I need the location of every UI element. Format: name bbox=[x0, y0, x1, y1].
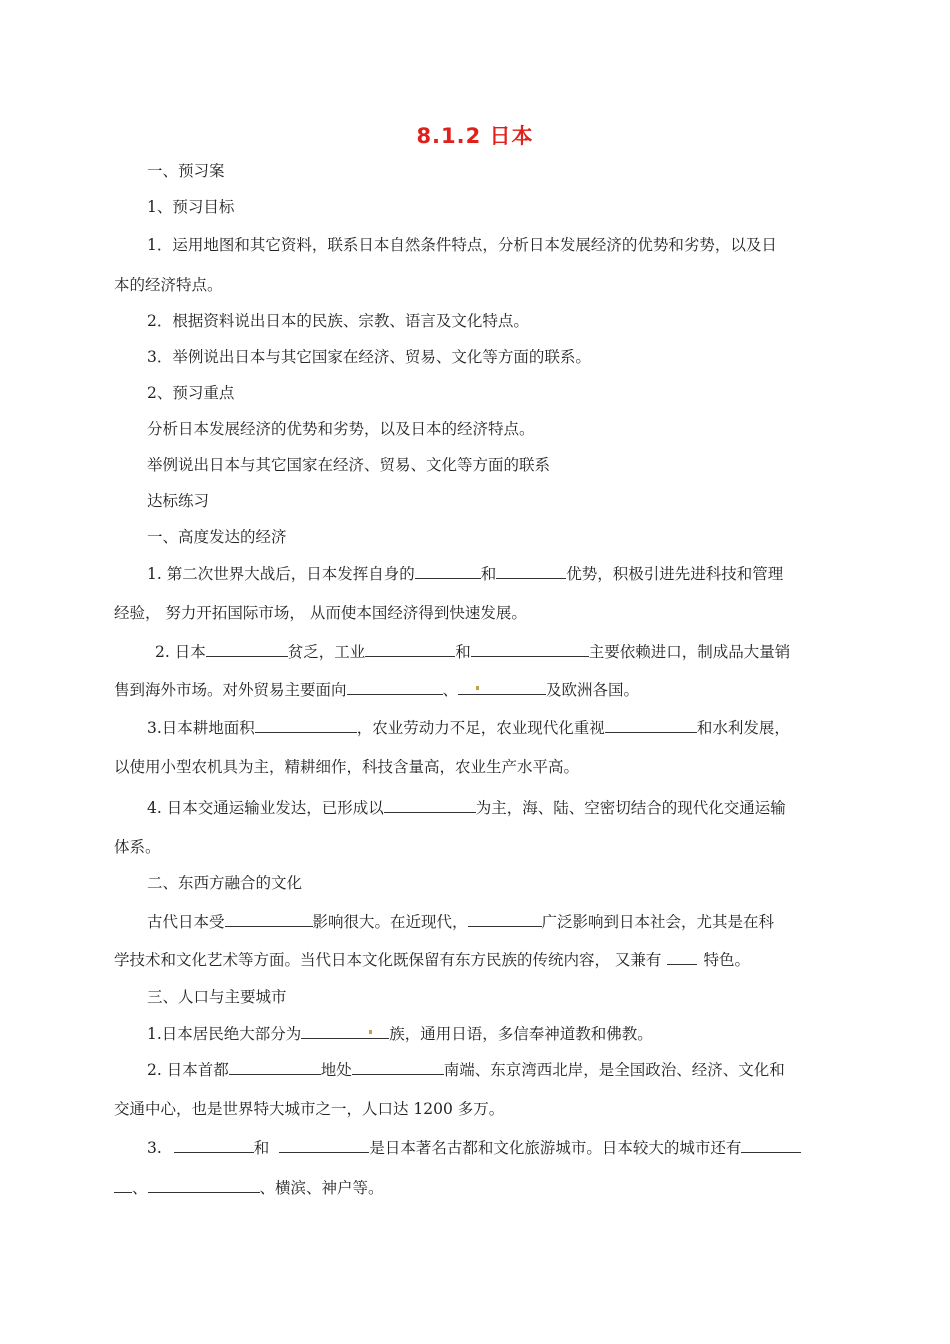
marker-dot-icon bbox=[369, 1030, 372, 1034]
goal-2: 2．根据资料说出日本的民族、宗教、语言及文化特点。 bbox=[147, 312, 529, 330]
text: 为主，海、陆、空密切结合的现代化交通运输 bbox=[475, 799, 786, 817]
focus-heading: 2、预习重点 bbox=[147, 384, 235, 402]
population-2-line-b: 交通中心，也是世界特大城市之一，人口达 1200 多万。 bbox=[114, 1100, 505, 1118]
answer-blank[interactable] bbox=[255, 716, 357, 733]
question-1-line-a bbox=[147, 562, 783, 585]
text: 是日本著名古都和文化旅游城市。日本较大的城市还有 bbox=[369, 1139, 742, 1157]
text: 地处 bbox=[320, 1061, 352, 1079]
population-3-line-a bbox=[147, 1136, 801, 1159]
text: 4. 日本交通运输业发达，已形成以 bbox=[147, 799, 384, 817]
answer-blank[interactable] bbox=[229, 1058, 321, 1075]
text: 和 bbox=[253, 1139, 270, 1157]
section-preview-heading: 一、预习案 bbox=[147, 162, 225, 180]
answer-blank[interactable] bbox=[384, 796, 476, 813]
answer-blank[interactable] bbox=[667, 948, 697, 965]
answer-blank[interactable] bbox=[458, 678, 546, 695]
text: 南端、东京湾西北岸，是全国政治、经济、文化和 bbox=[443, 1061, 785, 1079]
question-4-line-b: 体系。 bbox=[114, 838, 161, 856]
culture-line-a bbox=[147, 910, 774, 933]
marker-dot-icon bbox=[476, 686, 479, 690]
answer-blank[interactable] bbox=[468, 910, 542, 927]
text: 学技术和文化艺术等方面。当代日本文化既保留有东方民族的传统内容， 又兼有 bbox=[114, 951, 662, 969]
text: 族，通用日语，多信奉神道教和佛教。 bbox=[389, 1025, 653, 1043]
section-population-heading: 三、人口与主要城市 bbox=[147, 988, 287, 1006]
text: 、横滨、神户等。 bbox=[259, 1179, 384, 1197]
goals-heading: 1、预习目标 bbox=[147, 198, 235, 216]
goal-3: 3．举例说出日本与其它国家在经济、贸易、文化等方面的联系。 bbox=[147, 348, 591, 366]
section-culture-heading: 二、东西方融合的文化 bbox=[147, 874, 303, 892]
text: 及欧洲各国。 bbox=[546, 681, 640, 699]
population-3-line-b bbox=[114, 1176, 384, 1199]
text: 广泛影响到日本社会，尤其是在科 bbox=[541, 913, 775, 931]
answer-blank[interactable] bbox=[415, 562, 481, 579]
answer-blank[interactable] bbox=[352, 1058, 444, 1075]
section-economy-heading: 一、高度发达的经济 bbox=[147, 528, 287, 546]
answer-blank[interactable] bbox=[279, 1136, 369, 1153]
page-title: 8.1.2 日本 bbox=[416, 124, 534, 148]
population-2-line-a bbox=[147, 1058, 785, 1081]
answer-blank[interactable] bbox=[301, 1022, 389, 1039]
answer-blank[interactable] bbox=[741, 1136, 801, 1153]
text: 和 bbox=[480, 565, 497, 583]
focus-1: 分析日本发展经济的优势和劣势，以及日本的经济特点。 bbox=[147, 420, 535, 438]
text: 1.日本居民绝大部分为 bbox=[147, 1025, 302, 1043]
answer-blank[interactable] bbox=[206, 640, 288, 657]
population-1 bbox=[147, 1022, 653, 1045]
text: 2. 日本首都 bbox=[147, 1061, 229, 1079]
question-3-line-a bbox=[147, 716, 790, 739]
answer-blank[interactable] bbox=[148, 1176, 260, 1193]
text: 贫乏，工业 bbox=[287, 643, 366, 661]
text: 3. bbox=[147, 1139, 162, 1157]
answer-blank[interactable] bbox=[225, 910, 313, 927]
culture-line-b bbox=[114, 948, 750, 971]
goal-1-line-a: 1．运用地图和其它资料，联系日本自然条件特点，分析日本发展经济的优势和劣势，以及日 bbox=[147, 236, 777, 254]
answer-blank[interactable] bbox=[471, 640, 589, 657]
text: 主要依赖进口，制成品大量销 bbox=[588, 643, 791, 661]
text: 影响很大。在近现代， bbox=[312, 913, 468, 931]
text: 售到海外市场。对外贸易主要面向 bbox=[114, 681, 347, 699]
text: 和 bbox=[455, 643, 471, 661]
text: 优势，积极引进先进科技和管理 bbox=[566, 565, 784, 583]
text: 古代日本受 bbox=[147, 913, 225, 931]
answer-blank[interactable] bbox=[347, 678, 443, 695]
answer-blank[interactable] bbox=[496, 562, 566, 579]
text: 、 bbox=[442, 681, 459, 699]
question-4-line-a bbox=[147, 796, 786, 819]
text: 1. 第二次世界大战后，日本发挥自身的 bbox=[147, 565, 415, 583]
text: 3.日本耕地面积 bbox=[147, 719, 255, 737]
text: 和水利发展， bbox=[696, 719, 790, 737]
focus-2: 举例说出日本与其它国家在经济、贸易、文化等方面的联系 bbox=[147, 456, 551, 474]
goal-1-line-b: 本的经济特点。 bbox=[114, 276, 223, 294]
answer-blank[interactable] bbox=[174, 1136, 254, 1153]
question-1-line-b: 经验， 努力开拓国际市场， 从而使本国经济得到快速发展。 bbox=[114, 604, 527, 622]
answer-blank[interactable] bbox=[605, 716, 697, 733]
practice-heading: 达标练习 bbox=[147, 492, 210, 510]
text: 2. 日本 bbox=[155, 643, 206, 661]
text: ，农业劳动力不足，农业现代化重视 bbox=[356, 719, 605, 737]
text: 特色。 bbox=[703, 951, 750, 969]
answer-blank[interactable] bbox=[114, 1176, 132, 1193]
question-2-line-a bbox=[155, 640, 790, 663]
question-3-line-b: 以使用小型农机具为主，精耕细作，科技含量高，农业生产水平高。 bbox=[114, 758, 580, 776]
text: 、 bbox=[132, 1179, 148, 1197]
answer-blank[interactable] bbox=[365, 640, 455, 657]
question-2-line-b bbox=[114, 678, 639, 701]
